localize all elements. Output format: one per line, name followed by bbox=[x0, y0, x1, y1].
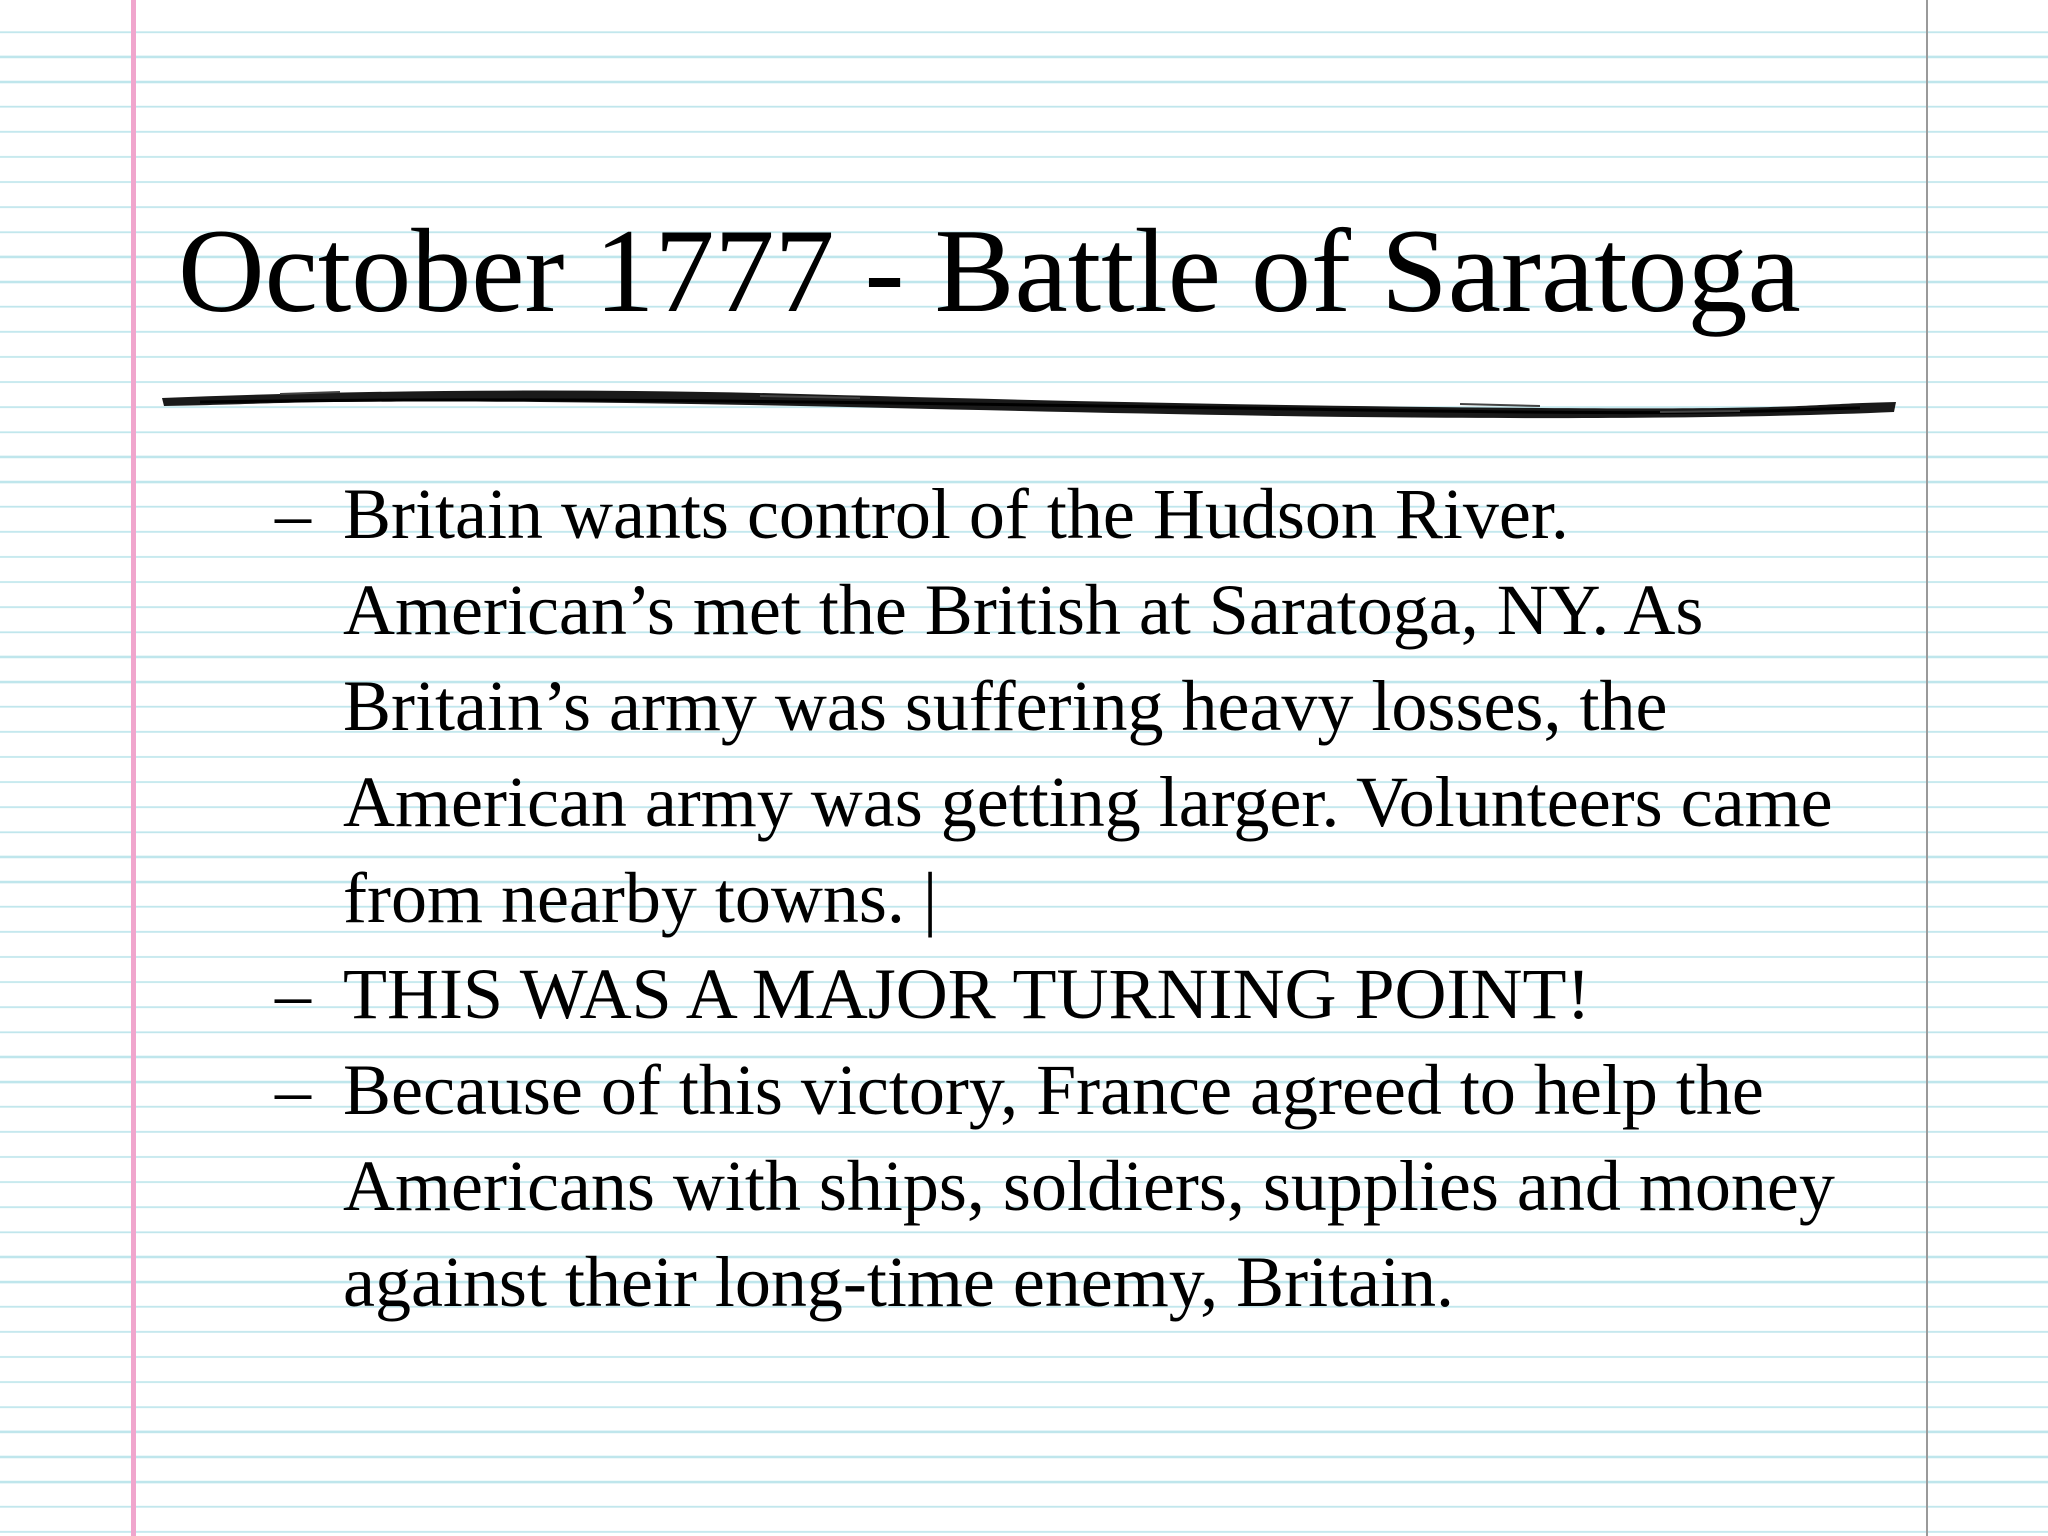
bullet-list bbox=[275, 466, 1875, 1330]
bullet-dash: – bbox=[275, 474, 311, 554]
bullet-item bbox=[275, 946, 1875, 1042]
brush-stroke-divider bbox=[160, 382, 1900, 428]
bullet-dash: – bbox=[275, 954, 311, 1034]
bullet-item bbox=[275, 466, 1875, 946]
bullet-text: THIS WAS A MAJOR TURNING POINT! bbox=[343, 954, 1591, 1034]
bullet-dash: – bbox=[275, 1050, 311, 1130]
slide-title: October 1777 - Battle of Saratoga bbox=[178, 204, 1801, 337]
bullet-text: Britain wants control of the Hudson River. American’s met the British at Saratoga, NY. As Britain’s army was suffering heavy losses, the American army was getting larger. Volunteers came from nearby towns. | bbox=[343, 474, 1833, 938]
bullet-text: Because of this victory, France agreed to help the Americans with ships, soldiers, supplies and money against their long-time enemy, Britain. bbox=[343, 1050, 1835, 1322]
left-margin-line bbox=[131, 0, 136, 1536]
bullet-item bbox=[275, 1042, 1875, 1330]
